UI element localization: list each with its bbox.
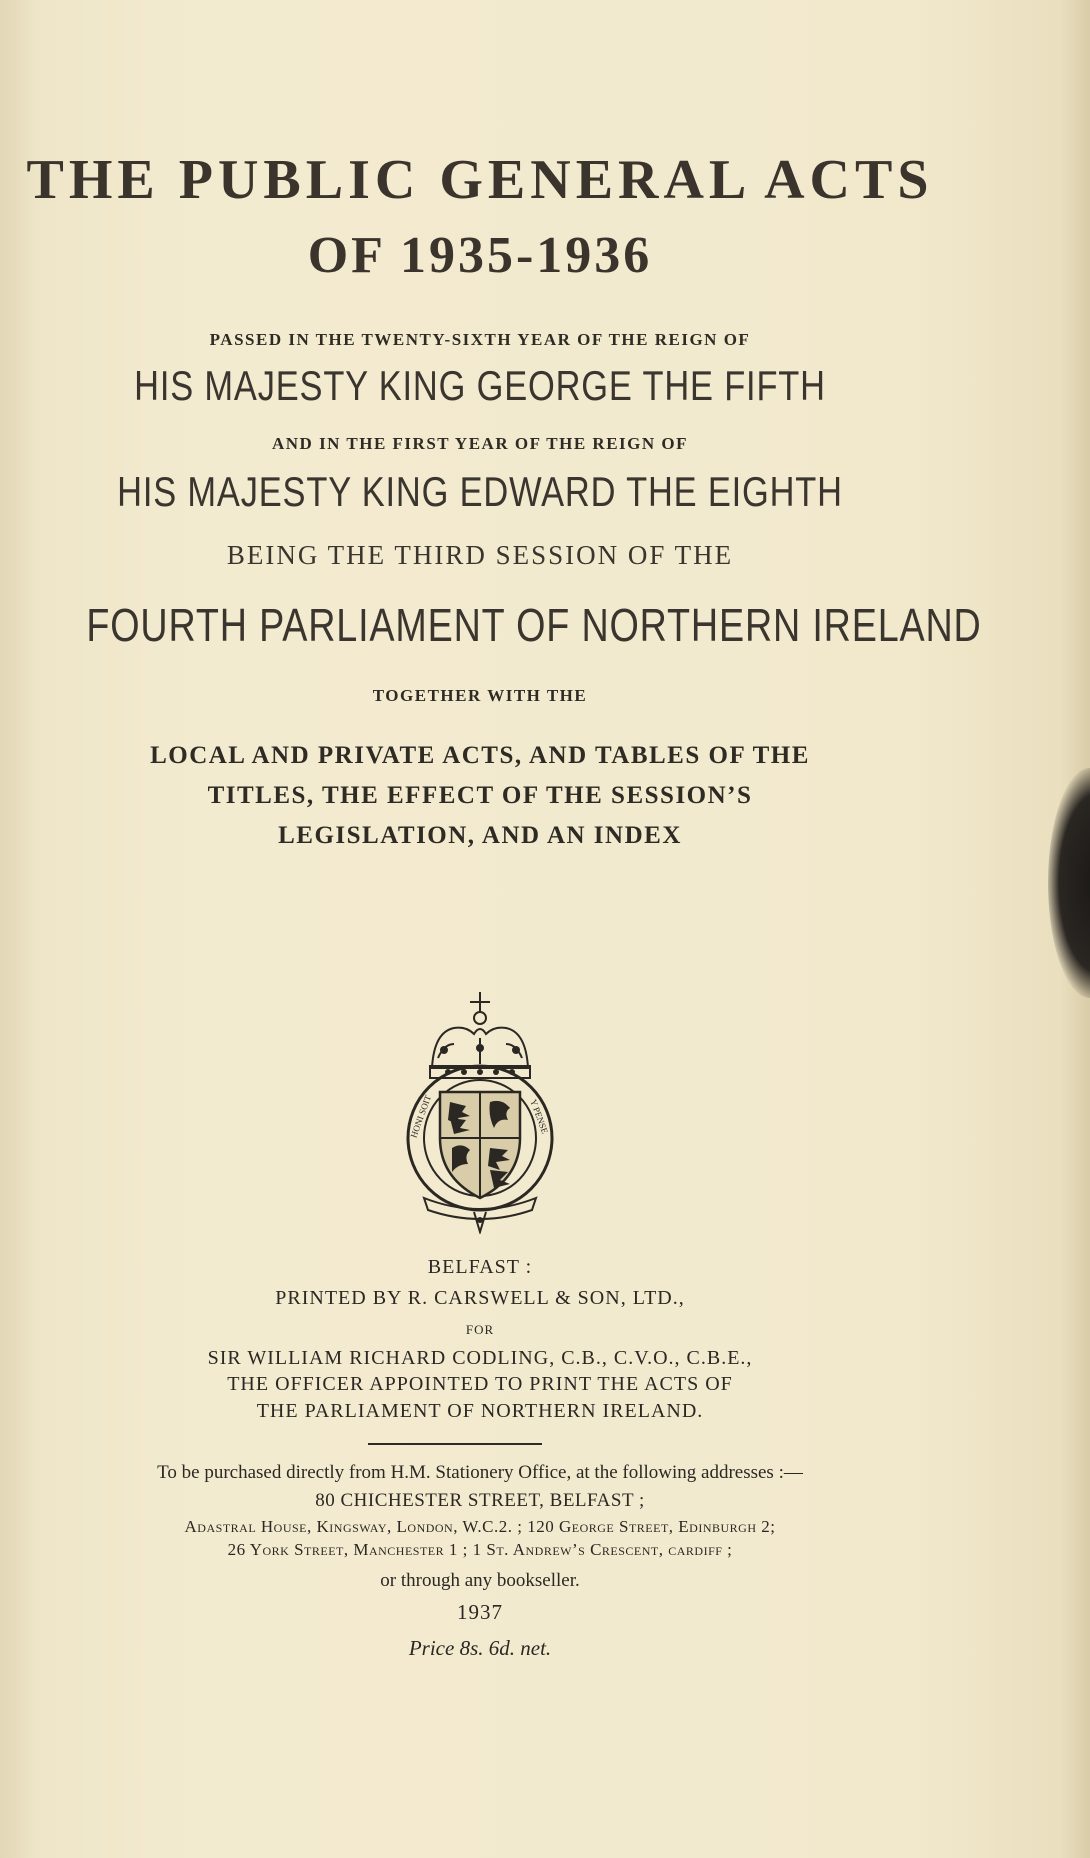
purchase-london-edinburgh-address: Adastral House, Kingsway, London, W.C.2. ; 120 George Street, Edinburgh 2;	[184, 1517, 776, 1536]
reign-intro: PASSED IN THE TWENTY-SIXTH YEAR OF THE REIGN OF	[209, 330, 751, 349]
purchase-manchester-cardiff-address: 26 York Street, Manchester 1 ; 1 St. Andrew’s Crescent, cardiff ;	[227, 1540, 733, 1559]
imprint-place: BELFAST :	[427, 1256, 533, 1278]
imprint-for: FOR	[465, 1322, 495, 1337]
reign-second-intro: AND IN THE FIRST YEAR OF THE REIGN OF	[271, 434, 689, 453]
session-line: BEING THE THIRD SESSION OF THE	[226, 540, 734, 570]
contents-line-2: TITLES, THE EFFECT OF THE SESSION’S	[207, 782, 753, 809]
contents-line-1: LOCAL AND PRIVATE ACTS, AND TABLES OF THE	[150, 742, 810, 769]
imprint-printer: PRINTED BY R. CARSWELL & SON, LTD.,	[275, 1287, 685, 1309]
main-title: THE PUBLIC GENERAL ACTS	[26, 149, 934, 211]
price: Price 8s. 6d. net.	[408, 1636, 552, 1660]
imprint-officer-role: THE OFFICER APPOINTED TO PRINT THE ACTS OF	[227, 1373, 733, 1395]
royal-coat-of-arms-icon	[404, 988, 556, 1234]
svg-text:Y PENSE: Y PENSE	[528, 1097, 551, 1136]
svg-text:HONI SOIT: HONI SOIT	[408, 1093, 434, 1140]
purchase-bookseller: or through any bookseller.	[380, 1570, 580, 1591]
publication-year: 1937	[457, 1600, 503, 1624]
together-line: TOGETHER WITH THE	[372, 686, 588, 705]
king-george: HIS MAJESTY KING GEORGE THE FIFTH	[134, 362, 826, 409]
imprint-officer-name: SIR WILLIAM RICHARD CODLING, C.B., C.V.O., C.B.E.,	[207, 1347, 753, 1369]
page-edge-shadow	[1048, 768, 1090, 998]
purchase-intro: To be purchased directly from H.M. Stationery Office, at the following addresses :—	[157, 1462, 803, 1483]
purchase-belfast-address: 80 CHICHESTER STREET, BELFAST ;	[315, 1490, 645, 1511]
imprint-parliament: THE PARLIAMENT OF NORTHERN IRELAND.	[256, 1400, 704, 1422]
king-edward: HIS MAJESTY KING EDWARD THE EIGHTH	[117, 468, 843, 515]
main-title-years: OF 1935-1936	[307, 227, 653, 284]
divider-rule	[368, 1443, 542, 1445]
parliament-name: FOURTH PARLIAMENT OF NORTHERN IRELAND	[86, 599, 982, 651]
contents-line-3: LEGISLATION, AND AN INDEX	[278, 822, 682, 849]
